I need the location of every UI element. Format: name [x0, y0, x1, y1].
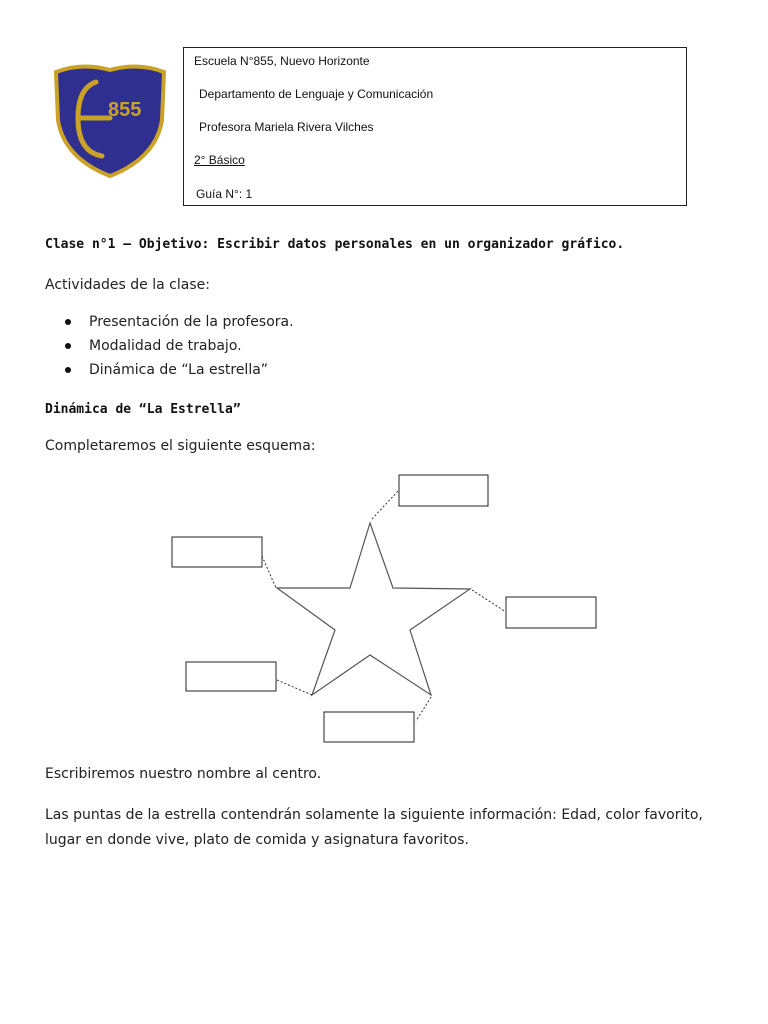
- dinamica-title: Dinámica de “La Estrella”: [45, 402, 241, 417]
- guide-number: Guía N°: 1: [196, 187, 253, 201]
- school-name: Escuela N°855, Nuevo Horizonte: [194, 54, 370, 68]
- answer-box-left[interactable]: [172, 537, 262, 567]
- star-shape: [277, 523, 470, 695]
- answer-box-top[interactable]: [399, 475, 488, 506]
- answer-box-bottom[interactable]: [324, 712, 414, 742]
- answer-box-right[interactable]: [506, 597, 596, 628]
- shield-shape: [56, 66, 164, 176]
- activities-title: Actividades de la clase:: [45, 277, 210, 293]
- activity-text: Presentación de la profesora.: [89, 314, 294, 330]
- list-item: [62, 361, 294, 385]
- class-objective: Clase n°1 – Objetivo: Escribir datos personales en un organizador gráfico.: [45, 237, 625, 252]
- activity-text: Dinámica de “La estrella”: [89, 362, 269, 378]
- list-item: [62, 313, 294, 337]
- header-info-box: [183, 47, 687, 206]
- star-organizer-diagram: [0, 460, 768, 760]
- instruction-name-center: Escribiremos nuestro nombre al centro.: [45, 766, 322, 782]
- bullet-icon: [65, 367, 71, 373]
- bullet-icon: [65, 319, 71, 325]
- school-shield-logo: [52, 60, 168, 178]
- instruction-star-points: Las puntas de la estrella contendrán solamente la siguiente información: Edad, color favorito, lugar en donde vive, plato de comida y asignatura favoritos.: [45, 807, 703, 848]
- activities-list: [62, 313, 294, 385]
- bullet-icon: [65, 343, 71, 349]
- instruction-complete: Completaremos el siguiente esquema:: [45, 438, 316, 454]
- list-item: [62, 337, 294, 361]
- shield-number: 855: [108, 99, 142, 121]
- department-name: Departamento de Lenguaje y Comunicación: [199, 87, 434, 101]
- connector-lines: [262, 490, 506, 721]
- activity-text: Modalidad de trabajo.: [89, 338, 242, 354]
- answer-box-bottom-left[interactable]: [186, 662, 276, 691]
- teacher-name: Profesora Mariela Rivera Vilches: [199, 120, 374, 134]
- grade-label: 2° Básico: [194, 153, 245, 167]
